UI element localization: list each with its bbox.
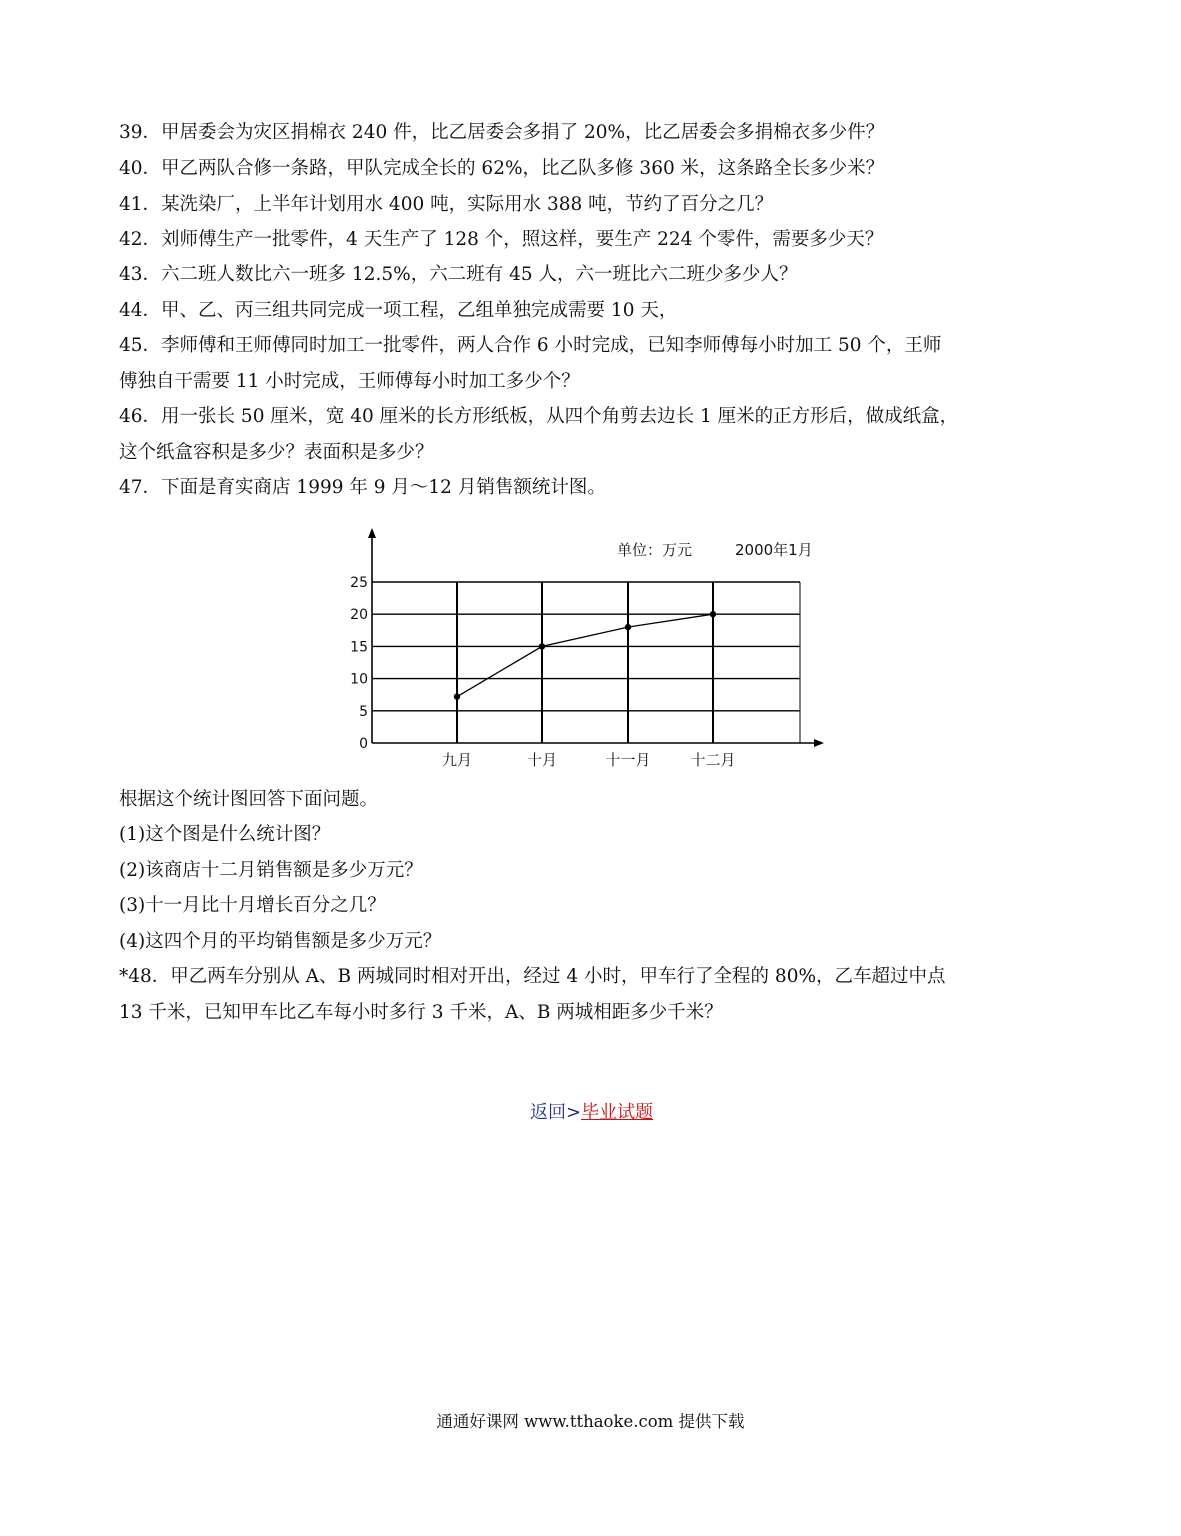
x-category-label: 十一月 bbox=[605, 751, 651, 769]
sub-question-4: (4)这四个月的平均销售额是多少万元？ bbox=[119, 931, 442, 952]
question-45-line-2: 傅独自干需要 11 小时完成，王师傅每小时加工多少个？ bbox=[119, 371, 580, 392]
sub-question-3: (3)十一月比十月增长百分之几？ bbox=[119, 895, 386, 916]
question-46-line-2: 这个纸盒容积是多少？表面积是多少？ bbox=[119, 442, 434, 463]
sales-data-point bbox=[539, 643, 545, 649]
sales-data-point bbox=[710, 611, 716, 617]
question-42: 42．刘师傅生产一批零件，4 天生产了 128 个，照这样，要生产 224 个零件，需要多少天？ bbox=[119, 229, 884, 250]
question-46-line-1: 46．用一张长 50 厘米，宽 40 厘米的长方形纸板，从四个角剪去边长 1 厘米的正方形后，做成纸盒， bbox=[119, 406, 959, 427]
back-navigation bbox=[530, 1098, 653, 1124]
sales-data-point bbox=[454, 693, 460, 699]
y-tick-label: 15 bbox=[350, 639, 368, 656]
chart-questions-intro: 根据这个统计图回答下面问题。 bbox=[119, 789, 379, 810]
x-category-label: 十月 bbox=[526, 751, 558, 769]
sales-series-line bbox=[457, 614, 713, 696]
question-39: 39．甲居委会为灾区捐棉衣 240 件，比乙居委会多捐了 20%，比乙居委会多捐棉衣多少件？ bbox=[119, 122, 885, 143]
question-41: 41．某洗染厂，上半年计划用水 400 吨，实际用水 388 吨，节约了百分之几？ bbox=[119, 194, 774, 215]
y-tick-label: 25 bbox=[350, 575, 368, 591]
question-47: 47．下面是育实商店 1999 年 9 月～12 月销售额统计图。 bbox=[119, 477, 606, 498]
y-tick-label: 20 bbox=[350, 607, 368, 624]
graduation-exam-link[interactable]: 毕业试题 bbox=[581, 1102, 654, 1123]
question-45-line-1: 45．李师傅和王师傅同时加工一批零件，两人合作 6 小时完成，已知李师傅每小时加工 50 个，王师 bbox=[119, 335, 942, 356]
chart-date-label: 2000年1月 bbox=[735, 541, 813, 559]
question-44: 44．甲、乙、丙三组共同完成一项工程，乙组单独完成需要 10 天， bbox=[119, 300, 678, 321]
x-axis-arrow bbox=[814, 739, 824, 747]
question-43: 43．六二班人数比六一班多 12.5%，六二班有 45 人，六一班比六二班少多少人？ bbox=[119, 264, 798, 285]
sub-question-1: (1)这个图是什么统计图？ bbox=[119, 824, 331, 845]
footer-credit: 通通好课网 www.tthaoke.com 提供下载 bbox=[436, 1412, 745, 1431]
back-link[interactable]: 返回 bbox=[530, 1102, 566, 1123]
nav-separator: > bbox=[566, 1102, 582, 1123]
y-tick-label: 10 bbox=[350, 671, 368, 688]
question-48-line-2: 13 千米，已知甲车比乙车每小时多行 3 千米，A、B 两城相距多少千米？ bbox=[119, 1002, 723, 1023]
question-48-line-1: *48．甲乙两车分别从 A、B 两城同时相对开出，经过 4 小时，甲车行了全程的 80%，乙车超过中点 bbox=[119, 966, 946, 987]
y-tick-label: 0 bbox=[359, 736, 368, 752]
chart-unit-label: 单位：万元 bbox=[617, 541, 693, 559]
sub-question-2: (2)该商店十二月销售额是多少万元？ bbox=[119, 860, 423, 881]
x-category-label: 九月 bbox=[441, 751, 473, 769]
y-tick-label: 5 bbox=[359, 703, 368, 720]
sales-data-point bbox=[625, 624, 631, 630]
sales-line-chart bbox=[330, 520, 850, 780]
x-category-label: 十二月 bbox=[690, 751, 736, 769]
question-40: 40．甲乙两队合修一条路，甲队完成全长的 62%，比乙队多修 360 米，这条路全长多少米？ bbox=[119, 158, 885, 179]
y-axis-arrow bbox=[368, 528, 376, 538]
